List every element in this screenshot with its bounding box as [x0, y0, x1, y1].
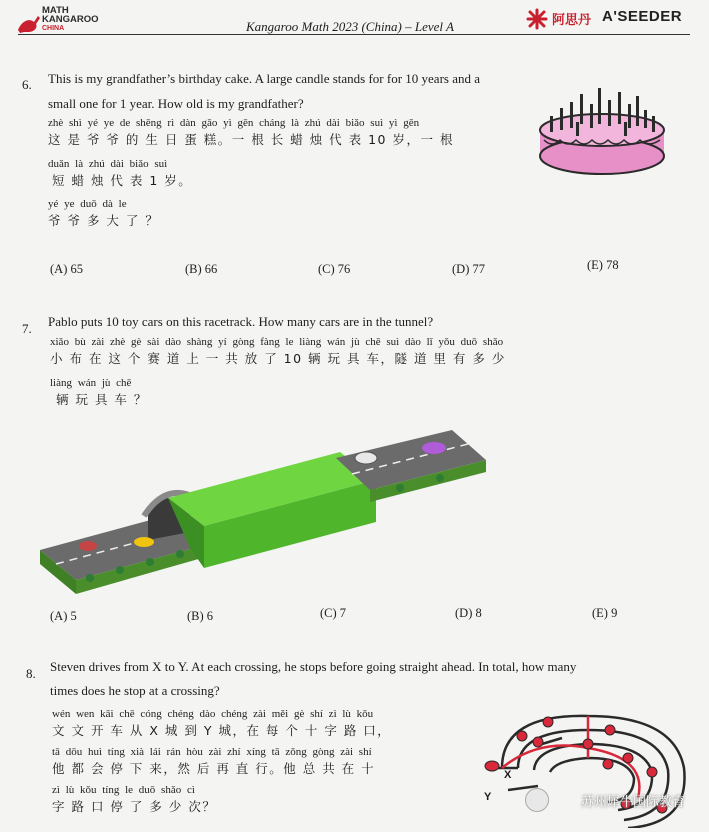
q7-option-a: (A) 5 [50, 609, 77, 623]
q7-option-e: (E) 9 [592, 606, 618, 620]
q6-pinyin-1: zhè shì yé ye de shēng rì dàn gāo yì gēn cháng là zhú dài biǎo suì yì gēn [48, 117, 420, 129]
page-header-title: Kangaroo Math 2023 (China) – Level A [246, 19, 454, 34]
q6-option-b: (B) 66 [185, 262, 218, 276]
q7-text-line-1: Pablo puts 10 toy cars on this racetrack. How many cars are in the tunnel? [48, 314, 434, 329]
math-kangaroo-logo [16, 6, 116, 36]
brand-chinese: 阿思丹 [552, 12, 592, 27]
aseeder-star-icon [526, 8, 548, 30]
q6-pinyin-2: duǎn là zhú dài biǎo suì [48, 158, 168, 170]
q8-hanzi-2: 他 都 会 停 下 来，然 后 再 直 行。他 总 共 在 十 [52, 761, 376, 776]
q6-hanzi-3: 爷 爷 多 大 了 ？ [48, 213, 160, 228]
q8-pinyin-3: zì lù kǒu tíng le duō shǎo cì [52, 784, 195, 796]
q7-hanzi-1: 小 布 在 这 个 赛 道 上 一 共 放 了 10 辆 玩 具 车，隧 道 里 有 多 少 [50, 351, 506, 366]
logo-line-1: MATH [42, 5, 69, 16]
map-label-x: X [504, 769, 512, 781]
q6-text-line-2: small one for 1 year. How old is my grandfather? [48, 96, 304, 111]
q6-hanzi-2: 短 蜡 烛 代 表 1 岁。 [52, 173, 193, 188]
q8-pinyin-1: wén wen kāi chē cóng chéng dào chéng zài měi gè shí zì lù kǒu [52, 708, 374, 720]
q6-option-e: (E) 78 [587, 258, 619, 272]
q7-option-c: (C) 7 [320, 606, 347, 620]
q8-hanzi-1: 文 文 开 车 从 X 城 到 Y 城，在 每 个 十 字 路 口， [52, 723, 392, 738]
kangaroo-icon [16, 12, 42, 34]
logo-line-2: KANGAROO [42, 14, 99, 25]
q7-pinyin-2: liàng wán jù chē [50, 377, 132, 389]
crossing-map-image [478, 708, 696, 828]
q7-number: 7. [22, 321, 32, 336]
q8-hanzi-3: 字 路 口 停 了 多 少 次？ [52, 799, 217, 814]
q8-text-line-2: times does he stop at a crossing? [50, 683, 220, 698]
brand-english: A'SEEDER [602, 8, 683, 25]
aseeder-logo [526, 8, 686, 30]
racetrack-tunnel-image [40, 428, 510, 600]
q7-option-d: (D) 8 [455, 606, 482, 620]
q6-hanzi-1: 这 是 爷 爷 的 生 日 蛋 糕。一 根 长 蜡 烛 代 表 10 岁，一 根 [48, 132, 454, 147]
q7-option-b: (B) 6 [187, 609, 214, 623]
q8-pinyin-2: tā dōu huì tíng xià lái rán hòu zài zhí xíng tā zǒng gòng zài shí [52, 746, 372, 758]
birthday-cake-image [536, 82, 671, 180]
q6-option-c: (C) 76 [318, 262, 351, 276]
logo-line-3: CHINA [42, 25, 65, 32]
map-label-y: Y [484, 791, 492, 803]
q6-number: 6. [22, 77, 32, 92]
q7-pinyin-1: xiǎo bù zài zhè gè sài dào shàng yí gòng fàng le liàng wán jù chē suì dào lǐ yǒu duō shǎo [50, 336, 504, 348]
q7-hanzi-2: 辆 玩 具 车 ？ [56, 392, 148, 407]
q6-pinyin-3: yé ye duō dà le [48, 198, 127, 210]
q8-text-line-1: Steven drives from X to Y. At each crossing, he stops before going straight ahead. In total, how many [50, 659, 577, 674]
q6-option-d: (D) 77 [452, 262, 485, 276]
q6-option-a: (A) 65 [50, 262, 83, 276]
header-rule [18, 34, 690, 35]
q6-text-line-1: This is my grandfather’s birthday cake. A large candle stands for for 10 years and a [48, 71, 480, 86]
q8-number: 8. [26, 666, 36, 681]
wechat-icon [525, 788, 549, 812]
watermark-text: 苏州犀牛国际教育 [580, 795, 685, 810]
